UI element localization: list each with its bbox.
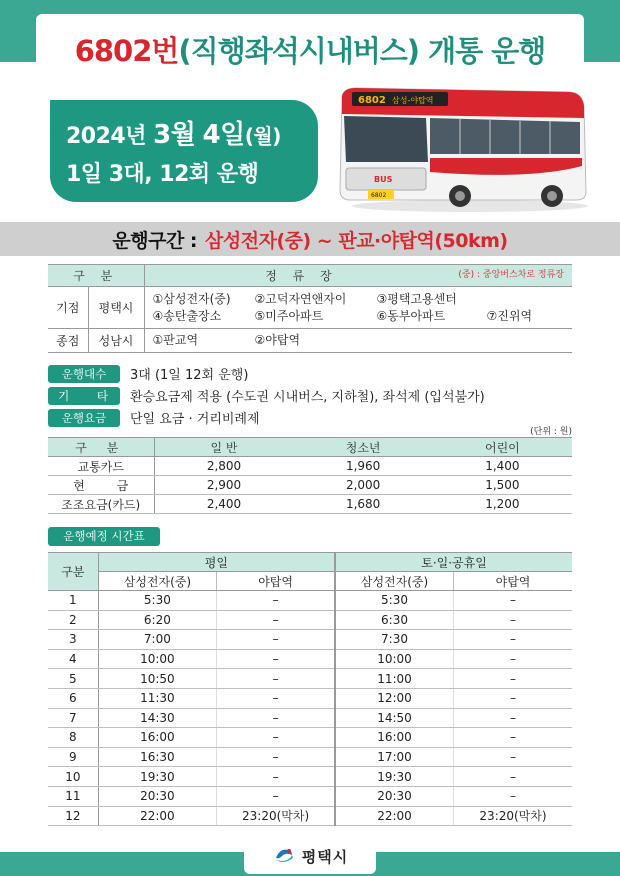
stop-item: ①판교역 — [152, 333, 199, 347]
stops-table — [48, 264, 572, 353]
fare-header: 일 반 — [154, 438, 294, 457]
info-fare — [48, 408, 572, 427]
schedule-time: – — [217, 708, 335, 728]
schedule-row-index: 9 — [48, 747, 98, 767]
fare-header: 구 분 — [48, 438, 154, 457]
schedule-time: – — [217, 767, 335, 787]
schedule-body — [48, 591, 572, 826]
schedule-row-index: 1 — [48, 591, 98, 611]
schedule-row-index: 3 — [48, 630, 98, 650]
route-label: 운행구간 : — [112, 229, 198, 252]
stop-item: ①삼성전자(중) — [152, 291, 231, 306]
route-section-band — [0, 222, 620, 256]
stop-item: ③평택고용센터 — [376, 291, 457, 306]
schedule-time: 19:30 — [335, 767, 453, 787]
schedule-row-index: 8 — [48, 728, 98, 748]
route-value: 삼성전자(중) ~ 판교·야탑역(50km) — [205, 229, 508, 252]
schedule-idx-header: 구분 — [48, 553, 98, 591]
bus-illustration — [330, 84, 590, 214]
schedule-time: 17:00 — [335, 747, 453, 767]
launch-date-box — [50, 100, 318, 202]
title-route-number: 6802번 — [74, 33, 179, 68]
fare-unit: (단위 : 원) — [530, 427, 572, 437]
city-emblem-icon — [272, 844, 296, 868]
terminus-label: 종점 — [48, 329, 88, 353]
etc-tag: 기 타 — [48, 387, 120, 405]
schedule-row — [48, 806, 572, 826]
stops-note: (중) : 중앙버스차로 정류장 — [458, 270, 564, 280]
launch-date: 2024년 3월 4일(월) — [66, 120, 281, 150]
schedule-row — [48, 708, 572, 728]
schedule-time: – — [217, 630, 335, 650]
fare-header: 청소년 — [294, 438, 433, 457]
schedule-time: – — [217, 688, 335, 708]
stop-item: ⑦진위역 — [486, 308, 533, 323]
schedule-time: – — [217, 747, 335, 767]
schedule-time: 7:00 — [98, 630, 216, 650]
schedule-time: 14:30 — [98, 708, 216, 728]
stop-item: ②고덕자연앤자이 — [254, 291, 347, 306]
schedule-time: 10:00 — [98, 649, 216, 669]
title-description: (직행좌석시내버스) 개통 운행 — [178, 33, 546, 68]
info-etc — [48, 386, 572, 405]
schedule-time: – — [454, 728, 573, 748]
schedule-time: 23:20(막차) — [217, 806, 335, 826]
title-box — [36, 14, 584, 84]
schedule-time: 16:00 — [335, 728, 453, 748]
fare-row: 조조요금(카드) 2,400 1,680 1,200 — [48, 495, 572, 514]
schedule-time: 14:50 — [335, 708, 453, 728]
schedule-time: – — [454, 767, 573, 787]
schedule-time: – — [217, 669, 335, 689]
fare-tag: 운행요금 — [48, 409, 120, 427]
schedule-time: – — [217, 786, 335, 806]
schedule-time: 5:30 — [98, 591, 216, 611]
stop-item: ④송탄출장소 — [152, 308, 222, 323]
schedule-row-index: 7 — [48, 708, 98, 728]
city-logo — [244, 838, 376, 874]
stop-item: ⑤미주아파트 — [254, 308, 324, 323]
terminus-city: 성남시 — [88, 329, 144, 353]
launch-fleet: 1일 3대, 12회 운행 — [66, 162, 259, 187]
schedule-time: 22:00 — [98, 806, 216, 826]
schedule-time: – — [454, 630, 573, 650]
schedule-time: 6:20 — [98, 610, 216, 630]
schedule-time: – — [454, 708, 573, 728]
schedule-time: 22:00 — [335, 806, 453, 826]
schedule-row — [48, 591, 572, 611]
city-logo-text: 평택시 — [301, 847, 349, 866]
schedule-row — [48, 669, 572, 689]
schedule-subheader: 야탑역 — [454, 572, 573, 591]
schedule-time: – — [454, 649, 573, 669]
schedule-time: – — [217, 649, 335, 669]
schedule-time: 10:50 — [98, 669, 216, 689]
stops-header-stops: 정 류 장 (중) : 중앙버스차로 정류장 — [144, 265, 572, 287]
stops-terminus-row — [48, 329, 572, 353]
fare-table — [48, 437, 572, 514]
schedule-row — [48, 630, 572, 650]
schedule-row-index: 6 — [48, 688, 98, 708]
fare-header-row — [48, 438, 572, 457]
schedule-time: – — [454, 591, 573, 611]
schedule-time: 11:00 — [335, 669, 453, 689]
schedule-subheader-row — [48, 572, 572, 591]
stop-item: ②야탑역 — [254, 333, 301, 347]
schedule-row — [48, 728, 572, 748]
schedule-row-index: 10 — [48, 767, 98, 787]
schedule-row-index: 12 — [48, 806, 98, 826]
schedule-time: – — [217, 728, 335, 748]
schedule-row-index: 2 — [48, 610, 98, 630]
schedule-time: 20:30 — [98, 786, 216, 806]
schedule-time: 6:30 — [335, 610, 453, 630]
vehicles-value: 3대 (1일 12회 운행) — [130, 368, 249, 383]
schedule-time: 10:00 — [335, 649, 453, 669]
bus-plate: 6802 — [371, 192, 387, 199]
fare-value: 단일 요금 · 거리비례제 — [130, 412, 260, 427]
schedule-row — [48, 649, 572, 669]
schedule-row — [48, 688, 572, 708]
schedule-subheader: 삼성전자(중) — [98, 572, 216, 591]
schedule-row — [48, 610, 572, 630]
terminus-stops — [144, 329, 572, 353]
origin-stops — [144, 287, 572, 329]
schedule-time: – — [454, 747, 573, 767]
schedule-time: – — [454, 786, 573, 806]
schedule-time: 7:30 — [335, 630, 453, 650]
schedule-header-row — [48, 553, 572, 572]
schedule-row-index: 5 — [48, 669, 98, 689]
schedule-row — [48, 747, 572, 767]
bus-destination-sign: 삼성-야탑역 — [392, 96, 434, 105]
origin-label: 기점 — [48, 287, 88, 329]
schedule-time: 12:00 — [335, 688, 453, 708]
schedule-time: 20:30 — [335, 786, 453, 806]
schedule-time: – — [217, 610, 335, 630]
stops-origin-row — [48, 287, 572, 329]
schedule-time: 5:30 — [335, 591, 453, 611]
schedule-row — [48, 786, 572, 806]
schedule-time: 23:20(막차) — [454, 806, 573, 826]
origin-city: 평택시 — [88, 287, 144, 329]
page-title — [75, 29, 546, 70]
schedule-weekday-header: 평일 — [98, 553, 335, 572]
bus-route-sign: 6802 — [358, 95, 386, 106]
schedule-time: 16:30 — [98, 747, 216, 767]
fare-row: 현 금 2,900 2,000 1,500 — [48, 476, 572, 495]
stops-header-category: 구 분 — [48, 265, 144, 287]
stops-header-row — [48, 265, 572, 287]
fare-row: 교통카드 2,800 1,960 1,400 — [48, 457, 572, 476]
schedule-time: – — [217, 591, 335, 611]
info-vehicles — [48, 364, 572, 383]
schedule-row-index: 4 — [48, 649, 98, 669]
vehicles-tag: 운행대수 — [48, 365, 120, 383]
bus-brand: BUS — [374, 175, 393, 184]
schedule-time: 19:30 — [98, 767, 216, 787]
schedule-time: 11:30 — [98, 688, 216, 708]
etc-value: 환승요금제 적용 (수도권 시내버스, 지하철), 좌석제 (입석불가) — [130, 390, 485, 405]
fare-header: 어린이 — [433, 438, 572, 457]
schedule-subheader: 삼성전자(중) — [335, 572, 453, 591]
schedule-subheader: 야탑역 — [217, 572, 335, 591]
schedule-row — [48, 767, 572, 787]
schedule-weekend-header: 토·일·공휴일 — [335, 553, 572, 572]
schedule-time: – — [454, 610, 573, 630]
stop-item: ⑥동부아파트 — [376, 308, 446, 323]
schedule-time: – — [454, 669, 573, 689]
schedule-tag: 운행예정 시간표 — [48, 527, 160, 546]
schedule-row-index: 11 — [48, 786, 98, 806]
schedule-time: 16:00 — [98, 728, 216, 748]
schedule-table — [48, 552, 572, 826]
schedule-time: – — [454, 688, 573, 708]
